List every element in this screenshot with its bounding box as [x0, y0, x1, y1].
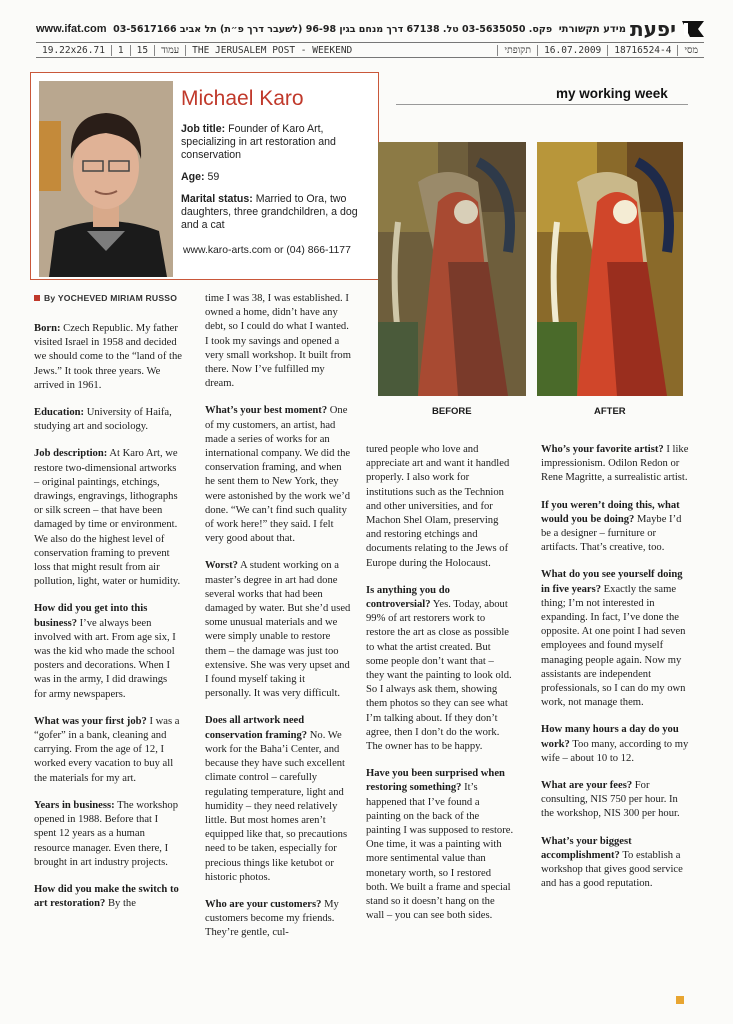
- caption-before: BEFORE: [432, 406, 472, 417]
- article-column-2: [205, 292, 353, 954]
- answer-text: One of my customers, an artist, had made a series of works for an international company. We did the conservation framing, and when he sent them to New York, they were astonished by the work we’d done. “We can’t find such quality of work here!” they said. I felt very good about that.: [205, 405, 351, 545]
- answer-text: A student working on a master’s degree in art had done several works that had been damaged by water. But she’d used some unusual materials and we were simply unable to restore them – the damage was just too extensive. She was very upset and I found myself taking it personally. It was very difficult.: [205, 560, 351, 700]
- answer-text: Czech Republic. My father visited Israel in 1958 and decided we should come to the “land of the Jews.” It took three years. We arrived in 1961.: [34, 323, 182, 391]
- clipping-header: [36, 18, 706, 40]
- ifat-logo: [559, 17, 706, 41]
- answer-text: It’s happened that I’ve found a painting on the back of the painting I was supposed to restore. One time, it was a painting with more sentimental value than monetary worth, so I restored both. We built a frame and special stand so it doesn’t hang on the wall – you can see both sides.: [366, 782, 514, 922]
- section-title: my working week: [556, 86, 668, 101]
- answer-text: For consulting, NIS 750 per hour. In the workshop, NIS 300 per hour.: [541, 780, 680, 820]
- question-text: Does all artwork need conservation framing?: [205, 715, 308, 741]
- answer-text: Too many, according to my wife – about 10 to 12.: [541, 738, 689, 764]
- meta-date: 16.07.2009: [538, 45, 608, 56]
- question-text: Born:: [34, 323, 61, 334]
- article-paragraph: [366, 443, 514, 571]
- meta-publication: THE JERUSALEM POST - WEEKEND: [186, 45, 498, 56]
- answer-text: time I was 38, I was established. I owned a home, didn’t have any debt, so I could do what I wanted. I took my savings and opened a very small workshop. It built from there. Now I’ve fulfilled my dream.: [205, 293, 351, 390]
- meta-page-num2: 15: [131, 45, 155, 56]
- article-paragraph: [205, 898, 353, 941]
- article-paragraph: [541, 779, 689, 822]
- answer-text: No. We work for the Baha’i Center, and because they have such excellent climate control – carefully regulating temperature, light and humidity – they need relatively little. But most homes aren’t equipped like that, so precautions need to be taken, especially for precious things like ketubot or historic photos.: [205, 729, 348, 883]
- meta-page-label: עמוד: [155, 45, 186, 56]
- article-paragraph: [541, 723, 689, 766]
- logo-subtitle: מידע תקשורתי: [558, 23, 626, 35]
- question-text: Job description:: [34, 448, 108, 460]
- meta-period: תקופתי: [498, 45, 538, 56]
- age-value: 59: [207, 171, 220, 183]
- question-text: What’s your biggest accomplishment?: [541, 835, 632, 861]
- answer-text: University of Haifa, studying art and sociology.: [34, 407, 172, 433]
- answer-text: Maybe I’d be a designer – furniture or artifacts. That’s creative, too.: [541, 513, 682, 554]
- answer-text: The workshop opened in 1988. Before that I spent 12 years as a human resource manager. Even there, I brought in art industry projects.: [34, 799, 179, 868]
- question-text: Who’s your favorite artist?: [541, 444, 664, 455]
- profile-details: [181, 123, 371, 241]
- question-text: How did you make the switch to art restoration?: [34, 883, 179, 910]
- painting-after: [537, 142, 683, 396]
- answer-text: Yes. Today, about 99% of art restorers work to restore the art as close as possible to what the artist created. But some people don’t want that – they want the painting to look old. So I always ask them, showing them photos so they can see what I’m talking about. If they don’t agree, then I don’t do the work. The owner has to be happy.: [366, 599, 512, 753]
- answer-text: I like impressionism. Odilon Redon or Rene Magritte, a surrealistic artist.: [541, 444, 689, 484]
- byline-text: By YOCHEVED MIRIAM RUSSO: [44, 293, 178, 303]
- header-url: www.ifat.com: [36, 23, 107, 35]
- answer-text: I was a “gofer” in a bank, cleaning and carrying. From the age of 12, I worked every vacation to buy all the materials for my art.: [34, 715, 180, 784]
- profile-website: www.karo-arts.com or (04) 866-1177: [183, 245, 351, 256]
- article-paragraph: [205, 559, 353, 701]
- logo-mark-icon: [680, 19, 706, 39]
- caption-after: AFTER: [594, 406, 626, 417]
- article-paragraph: [366, 584, 514, 754]
- article-paragraph: [205, 404, 353, 546]
- question-text: What are your fees?: [541, 780, 633, 792]
- answer-text: I’ve always been involved with art. From age six, I was the kid who made the school posters and decorations. When I was in the army, I did drawings for army newspapers.: [34, 617, 176, 700]
- meta-page-num: 1: [112, 45, 131, 56]
- end-mark-icon: [676, 996, 684, 1004]
- byline: [34, 293, 177, 303]
- article-column-1: [34, 322, 182, 924]
- answer-text: By the: [105, 898, 136, 910]
- portrait-photo: [39, 81, 173, 277]
- article-paragraph: [34, 602, 182, 701]
- answer-text: Exactly the same thing; I’m not interested in expanding. In fact, I’ve done the opposite. At one point I had seven employees and found myself managing people again. Now my assistants are independent professionals, so I can do my own work, not manage them.: [541, 583, 686, 709]
- profile-card: [30, 72, 379, 280]
- meta-id-label: מסי: [684, 44, 698, 56]
- article-paragraph: [541, 443, 689, 486]
- profile-name: Michael Karo: [181, 87, 304, 110]
- job-title-label: Job title:: [181, 123, 226, 135]
- answer-text: My customers become my friends. They’re gentle, cul-: [205, 898, 339, 939]
- question-text: Education:: [34, 407, 85, 419]
- article-paragraph: [34, 799, 182, 870]
- article-paragraph: [34, 715, 182, 786]
- marital-value: Married to Ora, two daughters, three grandchildren, a dog and a cat: [181, 193, 358, 231]
- question-text: How many hours a day do you work?: [541, 724, 679, 750]
- section-rule: [396, 104, 688, 105]
- question-text: Who are your customers?: [205, 898, 322, 910]
- answer-text: To establish a workshop that gives good service and has a good reputation.: [541, 849, 683, 890]
- question-text: How did you get into this business?: [34, 603, 148, 629]
- logo-word: יפעת: [629, 17, 676, 41]
- age-label: Age:: [181, 171, 205, 183]
- job-title-value: Founder of Karo Art, specializing in art restoration and conservation: [181, 123, 336, 161]
- byline-marker: [34, 295, 40, 301]
- question-text: What was your first job?: [34, 715, 147, 727]
- article-paragraph: [34, 883, 182, 911]
- article-paragraph: [541, 568, 689, 710]
- clipping-meta: [36, 42, 704, 58]
- marital-label: Marital status:: [181, 193, 253, 205]
- meta-id: 18716524-4: [608, 45, 678, 56]
- article-column-4: [541, 443, 689, 904]
- header-contact: 03-5617166 פקס. 03-5635050 טל. 67138 דרך מנחם בגין 96-98 (לשעבר דרך פ״ת) תל אביב: [113, 23, 553, 35]
- article-column-3: [366, 443, 514, 937]
- question-text: Have you been surprised when restoring something?: [366, 768, 505, 794]
- article-paragraph: [366, 767, 514, 923]
- article-paragraph: [205, 292, 353, 391]
- article-paragraph: [34, 322, 182, 393]
- article-paragraph: [34, 406, 182, 434]
- question-text: What’s your best moment?: [205, 405, 328, 417]
- article-paragraph: [34, 447, 182, 589]
- article-paragraph: [541, 499, 689, 556]
- question-text: Is anything you do controversial?: [366, 584, 450, 611]
- article-paragraph: [205, 714, 353, 884]
- article-paragraph: [541, 835, 689, 892]
- question-text: If you weren’t doing this, what would you be doing?: [541, 499, 680, 525]
- question-text: Worst?: [205, 560, 238, 572]
- meta-size: 19.22x26.71: [36, 45, 112, 56]
- painting-before: [378, 142, 526, 396]
- answer-text: At Karo Art, we restore two-dimensional artworks – original paintings, etchings, drawings, engravings, lithographs or silk screen – that have been damaged by time or environment. We also do the highest level of conservation framing to prevent loss that might result from air pollution, light, water or humidity.: [34, 448, 181, 588]
- question-text: Years in business:: [34, 799, 115, 811]
- answer-text: tured people who love and appreciate art and want it handled properly. I also work for institutions such as the Technion and other universities, and for Machon Shel Olam, preserving and restoring etchings and documents relating to the Jews of Europe during the Holocaust.: [366, 444, 510, 569]
- question-text: What do you see yourself doing in five years?: [541, 569, 683, 595]
